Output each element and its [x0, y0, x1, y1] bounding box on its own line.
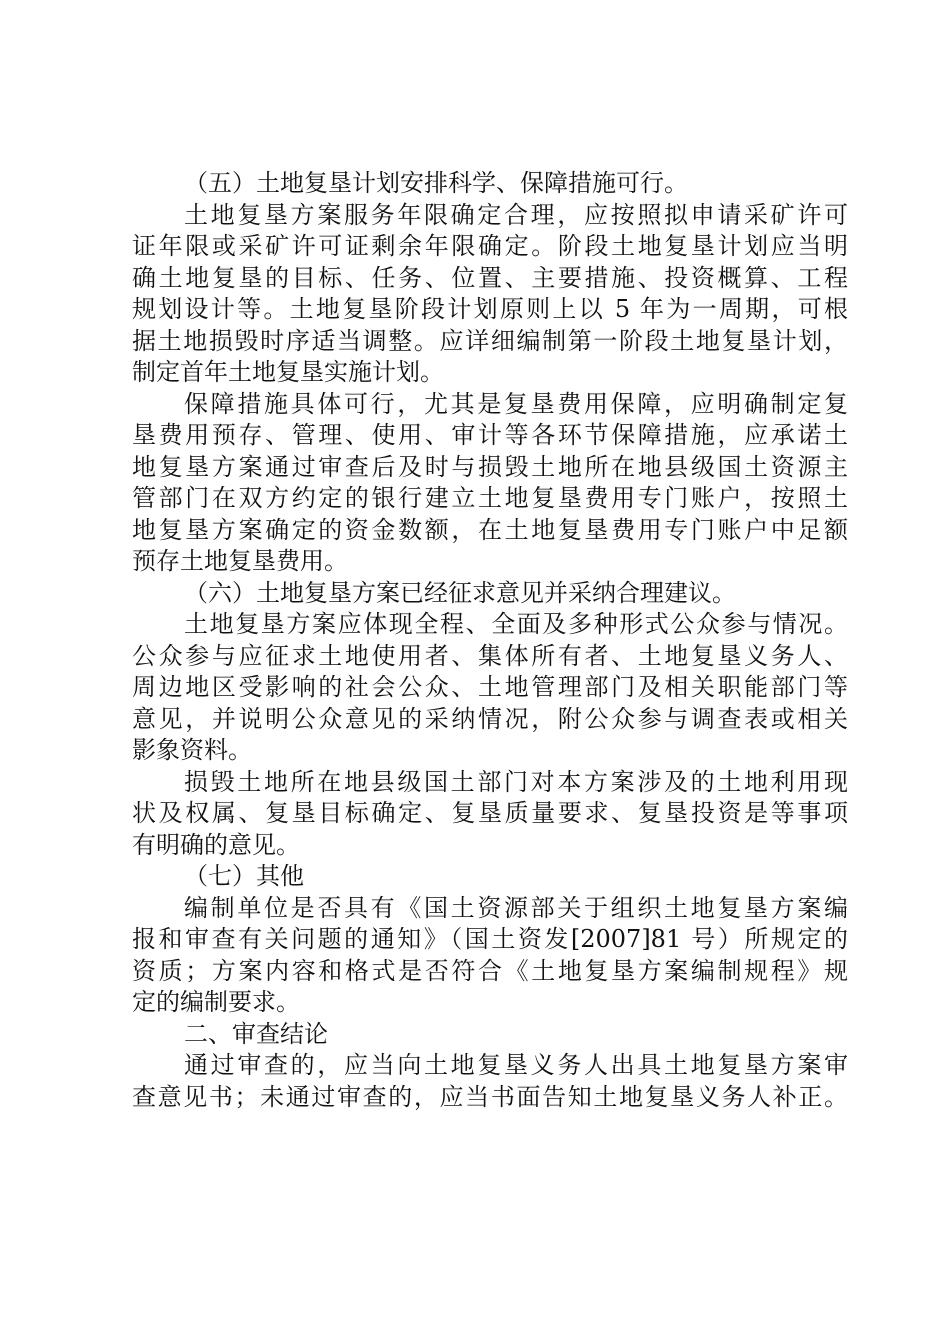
heading-section-7: （七）其他 — [184, 862, 304, 890]
text-line: 状及权属、复垦目标确定、复垦质量要求、复垦投资是等事项 — [132, 799, 848, 827]
text-line: 周边地区受影响的社会公众、土地管理部门及相关职能部门等 — [132, 673, 848, 701]
text-line: 报和审查有关问题的通知》（国土资发[2007]81 号）所规定的 — [132, 925, 848, 953]
heading-section-6: （六）土地复垦方案已经征求意见并采纳合理建议。 — [184, 578, 736, 607]
text-line: 管部门在双方约定的银行建立土地复垦费用专门账户，按照土 — [132, 484, 848, 512]
text-line: 地复垦方案通过审查后及时与损毁土地所在地县级国土资源主 — [132, 452, 848, 481]
text-line: 定的编制要求。 — [132, 988, 300, 1016]
text-line: 土地复垦方案服务年限确定合理，应按照拟申请采矿许可 — [184, 200, 848, 229]
text-line: 影象资料。 — [132, 736, 252, 764]
text-line: 垦费用预存、管理、使用、审计等各环节保障措施，应承诺土 — [132, 421, 848, 449]
text-line: 地复垦方案确定的资金数额，在土地复垦费用专门账户中足额 — [132, 515, 848, 544]
text-line: 确土地复垦的目标、任务、位置、主要措施、投资概算、工程 — [132, 263, 848, 292]
text-line: 意见，并说明公众意见的采纳情况，附公众参与调查表或相关 — [132, 704, 848, 733]
text-line: 证年限或采矿许可证剩余年限确定。阶段土地复垦计划应当明 — [132, 232, 848, 260]
text-line: 公众参与应征求土地使用者、集体所有者、土地复垦义务人、 — [132, 641, 848, 670]
heading-conclusion: 二、审查结论 — [184, 1019, 328, 1048]
text-line: 编制单位是否具有《国土资源部关于组织土地复垦方案编 — [184, 893, 848, 922]
text-line: 土地复垦方案应体现全程、全面及多种形式公众参与情况。 — [184, 610, 848, 638]
text-line: 通过审查的，应当向土地复垦义务人出具土地复垦方案审 — [184, 1051, 848, 1079]
text-line: 有明确的意见。 — [132, 830, 300, 859]
text-line: 查意见书；未通过审查的，应当书面告知土地复垦义务人补正。 — [132, 1082, 848, 1111]
text-line: 规划设计等。土地复垦阶段计划原则上以 5 年为一周期，可根 — [132, 295, 848, 323]
text-line: 资质；方案内容和格式是否符合《土地复垦方案编制规程》规 — [132, 956, 848, 985]
text-line: 保障措施具体可行，尤其是复垦费用保障，应明确制定复 — [184, 389, 848, 418]
text-line: 预存土地复垦费用。 — [132, 547, 348, 575]
text-line: 据土地损毁时序适当调整。应详细编制第一阶段土地复垦计划， — [132, 326, 848, 355]
document-page — [132, 168, 848, 1113]
text-line: 损毁土地所在地县级国土部门对本方案涉及的土地利用现 — [184, 767, 848, 796]
text-line: 制定首年土地复垦实施计划。 — [132, 358, 444, 386]
heading-section-5: （五）土地复垦计划安排科学、保障措施可行。 — [184, 169, 688, 197]
